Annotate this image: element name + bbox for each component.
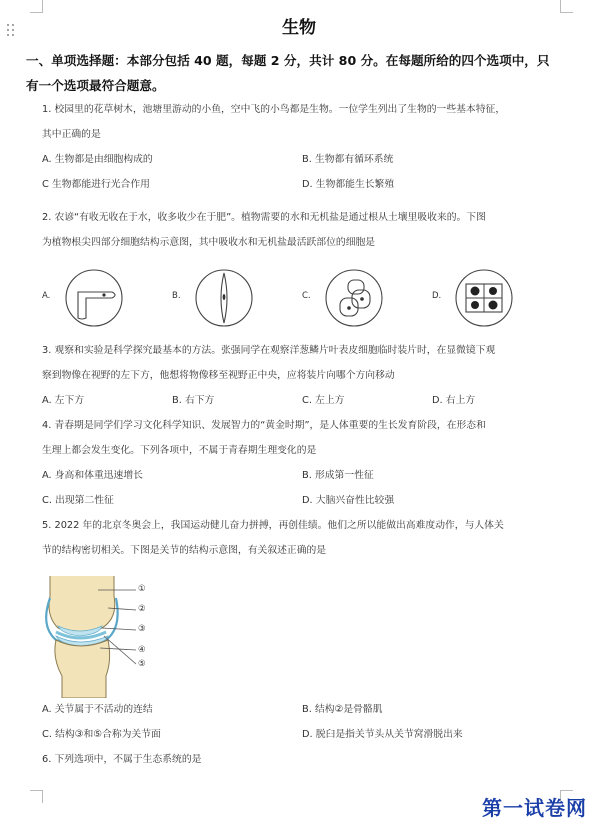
q2-elongated-cell-image [188, 268, 260, 328]
q2-option-a[interactable]: A. [42, 291, 51, 301]
q2-option-d[interactable]: D. [432, 291, 442, 301]
question-1-stem: 1. 校园里的花草树木，池塘里游动的小鱼，空中飞的小鸟都是生物。一位学生列出了生物的一些基本特征， [42, 104, 506, 115]
section-heading-line-2: 有一个选项最符合题意。 [26, 78, 165, 93]
q5-option-b[interactable]: B. 结构②是骨骼肌 [302, 704, 383, 715]
q5-joint-structure-diagram [40, 576, 170, 698]
q3-option-b[interactable]: B. 右下方 [172, 395, 215, 406]
question-6-stem: 6. 下列选项中，不属于生态系统的是 [42, 754, 202, 765]
question-4-stem: 4. 青春期是同学们学习文化科学知识、发展智力的“黄金时期”，是人体重要的生长发育阶段，在形态和 [42, 420, 486, 431]
q4-option-c[interactable]: C. 出现第二性征 [42, 495, 114, 506]
question-5-stem-cont: 节的结构密切相关。下图是关节的结构示意图，有关叙述正确的是 [42, 545, 327, 556]
q2-option-b[interactable]: B. [172, 291, 181, 301]
page-title: 生物 [282, 18, 316, 38]
q5-label-4: ④ [138, 645, 146, 655]
question-5-stem: 5. 2022 年的北京冬奥会上，我国运动健儿奋力拼搏，再创佳绩。他们之所以能做出高难度动作，与人体关 [42, 520, 504, 531]
question-4-stem-cont: 生理上都会发生变化。下列各项中，不属于青春期生理变化的是 [42, 445, 317, 456]
q4-option-b[interactable]: B. 形成第一性征 [302, 470, 374, 481]
section-heading-line-1: 一、单项选择题：本部分包括 40 题，每题 2 分，共计 80 分。在每题所给的四个选项中，只 [26, 53, 550, 68]
question-2-stem-cont: 为植物根尖四部分细胞结构示意图，其中吸收水和无机盐最活跃部位的细胞是 [42, 237, 376, 248]
q5-label-3: ③ [138, 624, 146, 634]
q2-option-c[interactable]: C. [302, 291, 311, 301]
question-3-stem: 3. 观察和实验是科学探究最基本的方法。张强同学在观察洋葱鳞片叶表皮细胞临时装片时，在显微镜下观 [42, 345, 496, 356]
question-3-stem-cont: 察到物像在视野的左下方，他想将物像移至视野正中央，应将装片向哪个方向移动 [42, 370, 395, 381]
q5-option-d[interactable]: D. 脱臼是指关节头从关节窝滑脱出来 [302, 729, 463, 740]
question-1-stem-cont: 其中正确的是 [42, 129, 101, 140]
q5-label-1: ① [138, 584, 146, 594]
crop-mark-bottom-left [30, 790, 43, 803]
q3-option-d[interactable]: D. 右上方 [432, 395, 476, 406]
crop-mark-top-left [30, 0, 43, 13]
crop-mark-top-right [560, 0, 573, 13]
q5-label-2: ② [138, 604, 146, 614]
q2-dividing-cells-image [448, 268, 520, 328]
question-2-stem: 2. 农谚“有收无收在于水，收多收少在于肥”。植物需要的水和无机盐是通过根从土壤里吸收来的。下图 [42, 212, 486, 223]
q1-option-a[interactable]: A. 生物都是由细胞构成的 [42, 154, 153, 165]
q5-label-5: ⑤ [138, 659, 146, 669]
q5-option-c[interactable]: C. 结构③和⑤合称为关节面 [42, 729, 161, 740]
footer-brand-logo: 第一试卷网 [482, 796, 587, 820]
q4-option-d[interactable]: D. 大脑兴奋性比较强 [302, 495, 395, 506]
q1-option-d[interactable]: D. 生物都能生长繁殖 [302, 179, 395, 190]
q3-option-c[interactable]: C. 左上方 [302, 395, 345, 406]
q2-cube-cells-image [318, 268, 390, 328]
q1-option-b[interactable]: B. 生物都有循环系统 [302, 154, 394, 165]
q4-option-a[interactable]: A. 身高和体重迅速增长 [42, 470, 143, 481]
q5-option-a[interactable]: A. 关节属于不活动的连结 [42, 704, 153, 715]
q3-option-a[interactable]: A. 左下方 [42, 395, 85, 406]
q1-option-c[interactable]: C 生物都能进行光合作用 [42, 179, 150, 190]
q2-root-hair-cell-image [58, 268, 130, 328]
drag-handle-icon[interactable] [7, 24, 17, 38]
